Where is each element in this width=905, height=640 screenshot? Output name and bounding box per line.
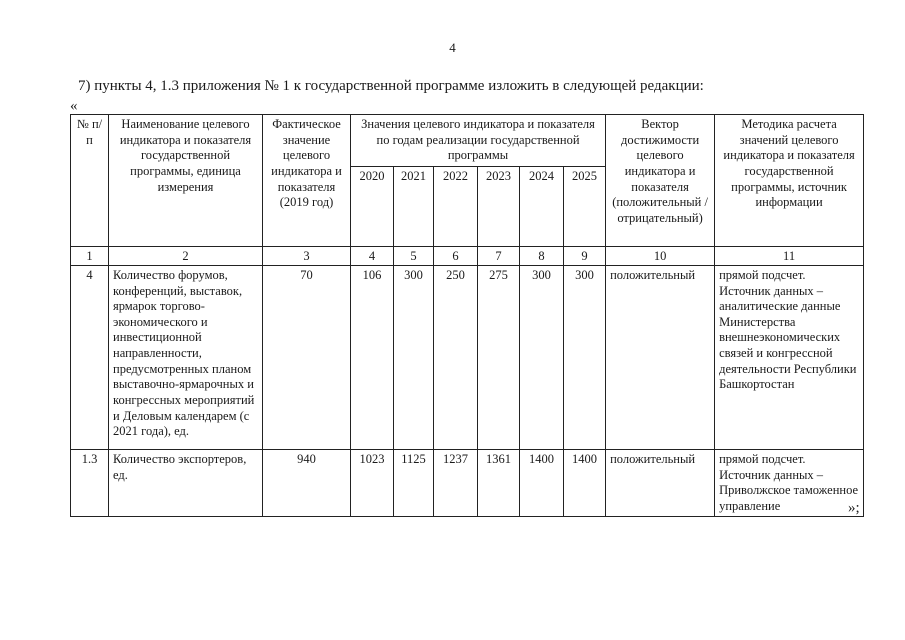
column-number: 5 xyxy=(394,246,434,265)
row-value: 1400 xyxy=(520,449,564,517)
open-quote: « xyxy=(70,98,78,114)
header-actual: Фактическое значение целевого индикатора и показателя (2019 год) xyxy=(263,115,351,247)
column-number: 2 xyxy=(109,246,263,265)
header-method: Методика расчета значений целевого индикатора и показателя государственной программы, источник информации xyxy=(715,115,864,247)
row-value: 1400 xyxy=(564,449,606,517)
column-number: 8 xyxy=(520,246,564,265)
column-number: 7 xyxy=(478,246,520,265)
header-num: № п/п xyxy=(71,115,109,247)
column-number: 3 xyxy=(263,246,351,265)
column-number: 11 xyxy=(715,246,864,265)
row-name: Количество форумов, конференций, выставок, ярмарок торгово-экономического и инвестиционной направленности, предусмотренных планом выставочно-ярмарочных и конгрессных мероприятий и Деловым календарем (с 2021 года), ед. xyxy=(109,265,263,449)
page-number: 4 xyxy=(449,40,456,55)
row-vector: положительный xyxy=(606,265,715,449)
row-num: 4 xyxy=(71,265,109,449)
row-value: 300 xyxy=(520,265,564,449)
row-method: прямой подсчет. Источник данных – Приволжское таможенное управление xyxy=(715,449,864,517)
row-value: 1361 xyxy=(478,449,520,517)
header-year: 2023 xyxy=(478,166,520,246)
row-num: 1.3 xyxy=(71,449,109,517)
row-value: 300 xyxy=(564,265,606,449)
row-value: 275 xyxy=(478,265,520,449)
column-number: 1 xyxy=(71,246,109,265)
row-vector: положительный xyxy=(606,449,715,517)
row-value: 1237 xyxy=(434,449,478,517)
header-name: Наименование целевого индикатора и показателя государственной программы, единица измерения xyxy=(109,115,263,247)
column-number: 6 xyxy=(434,246,478,265)
row-value: 106 xyxy=(351,265,394,449)
indicators-table xyxy=(70,114,864,517)
header-year: 2022 xyxy=(434,166,478,246)
row-value: 1023 xyxy=(351,449,394,517)
column-number: 9 xyxy=(564,246,606,265)
column-number: 4 xyxy=(351,246,394,265)
header-year: 2020 xyxy=(351,166,394,246)
header-year: 2025 xyxy=(564,166,606,246)
column-number: 10 xyxy=(606,246,715,265)
header-vector: Вектор достижимости целевого индикатора и показателя (положительный /отрицательный) xyxy=(606,115,715,247)
table-row xyxy=(71,265,864,449)
row-value: 1125 xyxy=(394,449,434,517)
row-method: прямой подсчет. Источник данных – аналитические данные Министерства внешнеэкономических связей и конгрессной деятельности Республики Башкортостан xyxy=(715,265,864,449)
row-value: 250 xyxy=(434,265,478,449)
row-actual: 70 xyxy=(263,265,351,449)
row-actual: 940 xyxy=(263,449,351,517)
table-row xyxy=(71,449,864,517)
header-year: 2021 xyxy=(394,166,434,246)
header-values-group: Значения целевого индикатора и показателя по годам реализации государственной программы xyxy=(351,115,606,167)
row-name: Количество экспортеров, ед. xyxy=(109,449,263,517)
row-value: 300 xyxy=(394,265,434,449)
close-quote: »; xyxy=(848,500,860,516)
intro-text: 7) пункты 4, 1.3 приложения № 1 к государственной программе изложить в следующей редакции: xyxy=(78,78,704,94)
header-year: 2024 xyxy=(520,166,564,246)
